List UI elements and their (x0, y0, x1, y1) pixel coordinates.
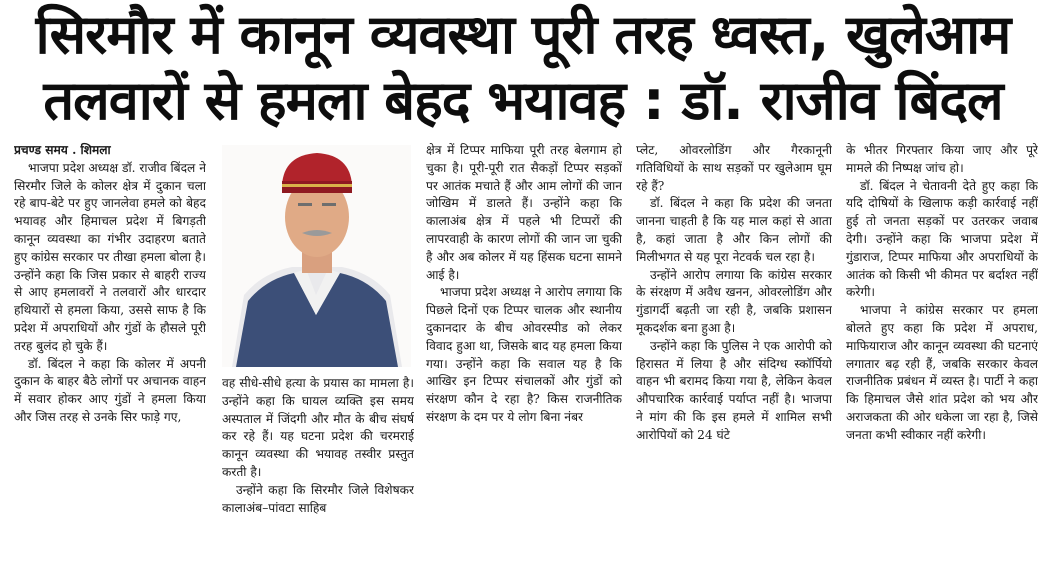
paragraph: प्लेट, ओवरलोडिंग और गैरकानूनी गतिविधियों के साथ सड़कों पर खुलेआम घूम रहे हैं? (636, 143, 832, 193)
paragraph: वह सीधे-सीधे हत्या के प्रयास का मामला है। उन्होंने कहा कि घायल व्यक्ति इस समय अस्पताल में जिंदगी और मौत के बीच संघर्ष कर रहे हैं। यह घटना प्रदेश की चरमराई कानून व्यवस्था की भयावह तस्वीर प्रस्तुत करती है। (222, 376, 414, 479)
article-column-1 (14, 142, 206, 570)
article-column-3 (426, 142, 622, 570)
paragraph: उन्होंने कहा कि सिरमौर जिले विशेषकर कालाअंब–पांवटा साहिब (222, 482, 414, 515)
article-column-5 (846, 142, 1038, 570)
paragraph: भाजपा ने कांग्रेस सरकार पर हमला बोलते हुए कहा कि प्रदेश में अपराध, माफियाराज और कानून व्यवस्था की घटनाएं लगातार बढ़ रही हैं, जबकि सरकार केवल राजनीतिक प्रबंधन में व्यस्त है। पार्टी ने कहा कि हिमाचल जैसे शांत प्रदेश को भय और अराजकता की ओर धकेला जा रहा है, जिसे जनता कभी स्वीकार नहीं करेगी। (846, 303, 1038, 442)
paragraph: उन्होंने कहा कि पुलिस ने एक आरोपी को हिरासत में लिया है और संदिग्ध स्कॉर्पियो वाहन भी बरामद किया गया है, लेकिन केवल औपचारिक कार्रवाई पर्याप्त नहीं है। भाजपा ने मांग की कि इस हमले में शामिल सभी आरोपियों को 24 घंटे (636, 338, 832, 442)
portrait-photo (222, 145, 411, 367)
paragraph: क्षेत्र में टिप्पर माफिया पूरी तरह बेलगाम हो चुका है। पूरी-पूरी रात सैकड़ों टिप्पर सड़कों पर आतंक मचाते हैं और आम लोगों की जान जोखिम में डालते हैं। उन्होंने कहा कि कालाअंब क्षेत्र में पहले भी टिप्परों की लापरवाही के कारण लोगों की जान जा चुकी है और अब कोलर में यह हिंसक घटना सामने आई है। (426, 143, 622, 282)
paragraph: डॉ. बिंदल ने चेतावनी देते हुए कहा कि यदि दोषियों के खिलाफ कड़ी कार्रवाई नहीं हुई तो जनता सड़कों पर उतरकर जवाब देगी। उन्होंने कहा कि भाजपा प्रदेश में गुंडाराज, टिप्पर माफिया और अपराधियों के आतंक को किसी भी कीमत पर बर्दाश्त नहीं करेगी। (846, 178, 1038, 300)
paragraph: डॉ. बिंदल ने कहा कि प्रदेश की जनता जानना चाहती है कि यह माल कहां से आता है, कहां जाता है और किन लोगों की मिलीभगत से यह पूरा नेटवर्क चल रहा है। (636, 196, 832, 264)
paragraph: भाजपा प्रदेश अध्यक्ष डॉ. राजीव बिंदल ने सिरमौर जिले के कोलर क्षेत्र में दुकान चला रहे बाप-बेटे पर हुए जानलेवा हमले को बेहद भयावह और हिमाचल प्रदेश में बिगड़ती कानून व्यवस्था का गंभीर उदाहरण बताते हुए कांग्रेस सरकार पर तीखा हमला बोला है। उन्होंने कहा कि जिस प्रकार से बाहरी राज्य से आए हमलावरों ने तलवारों और धारदार हथियारों से हमला किया, उससे साफ है कि प्रदेश में अपराधियों और गुंडों के हौसले पूरी तरह बुलंद हो चुके हैं। (14, 160, 206, 353)
article-column-4 (636, 142, 832, 570)
portrait-image (222, 145, 411, 367)
article-column-2 (222, 375, 414, 570)
headline-line-2: तलवारों से हमला बेहद भयावह : डॉ. राजीव बिंदल (43, 69, 1003, 132)
paragraph: डॉ. बिंदल ने कहा कि कोलर में अपनी दुकान के बाहर बैठे लोगों पर अचानक वाहन में सवार होकर आए गुंडों ने हमला किया और जिस तरह से उनके सिर फाड़े गए, (14, 356, 206, 424)
headline-line-1: सिरमौर में कानून व्यवस्था पूरी तरह ध्वस्त, खुलेआम (35, 3, 1011, 66)
headline (0, 2, 1046, 138)
paragraph: उन्होंने आरोप लगाया कि कांग्रेस सरकार के संरक्षण में अवैध खनन, ओवरलोडिंग और गुंडागर्दी बढ़ती जा रही है, जबकि प्रशासन मूकदर्शक बना हुआ है। (636, 267, 832, 335)
dateline-paragraph (14, 142, 206, 160)
paragraph: के भीतर गिरफ्तार किया जाए और पूरे मामले की निष्पक्ष जांच हो। (846, 143, 1038, 175)
paragraph: भाजपा प्रदेश अध्यक्ष ने आरोप लगाया कि पिछले दिनों एक टिप्पर चालक और स्थानीय दुकानदार के बीच ओवरस्पीड को लेकर विवाद हुआ था, जिसके बाद यह हमला किया गया। उन्होंने कहा कि सवाल यह है कि आखिर इन टिप्पर संचालकों और गुंडों को संरक्षण कौन दे रहा है? किस राजनीतिक संरक्षण के दम पर ये लोग बिना नंबर (426, 285, 622, 424)
dateline: प्रचण्ड समय . शिमला (14, 143, 111, 157)
